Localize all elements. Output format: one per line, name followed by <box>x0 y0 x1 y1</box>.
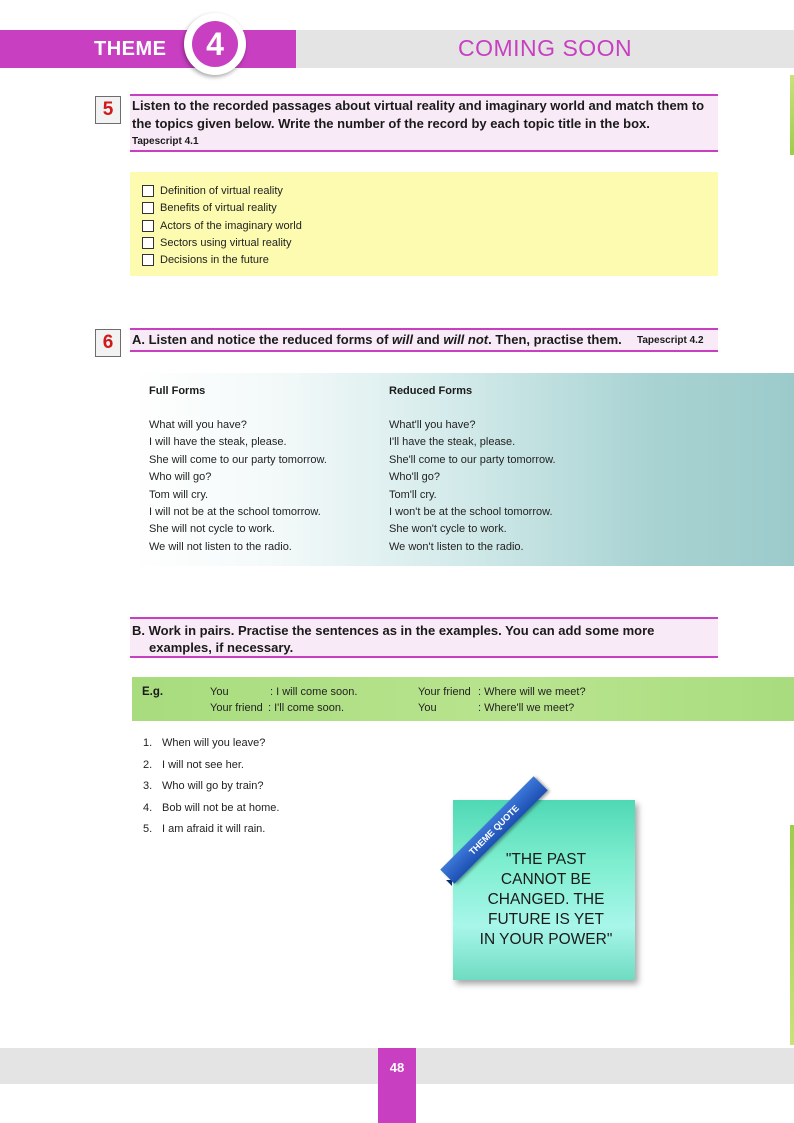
edge-decoration <box>790 75 794 155</box>
topic-label: Benefits of virtual reality <box>160 202 277 214</box>
topic-item <box>142 254 269 266</box>
page-number: 48 <box>389 1060 405 1075</box>
topic-item <box>142 202 277 214</box>
example-line: : I will come soon. <box>270 686 358 698</box>
tapescript-label: Tapescript 4.1 <box>132 136 199 147</box>
full-form: We will not listen to the radio. <box>149 540 292 553</box>
full-forms-list <box>149 417 327 556</box>
exercise-number: 6 <box>95 329 121 357</box>
example-line: : I'll come soon. <box>268 702 345 714</box>
checkbox[interactable] <box>142 202 154 214</box>
list-item: 1. When will you leave? <box>143 737 266 749</box>
theme-quote-ribbon: THEME QUOTE <box>440 776 547 883</box>
quote-text: "THE PAST CANNOT BE CHANGED. THE FUTURE IS YET IN YOUR POWER" <box>479 851 613 948</box>
exercise-instruction: B. Work in pairs. Practise the sentences as in the examples. You can add some more examples, if necessary. <box>132 623 655 655</box>
reduced-form: I won't be at the school tomorrow. <box>389 506 553 519</box>
theme-label: THEME <box>94 38 167 60</box>
topic-item <box>142 220 302 232</box>
full-form: I will not be at the school tomorrow. <box>149 506 321 519</box>
checkbox[interactable] <box>142 237 154 249</box>
full-form: What will you have? <box>149 419 247 431</box>
reduced-forms-list <box>389 417 556 556</box>
full-form: Tom will cry. <box>149 488 209 501</box>
topic-item <box>142 185 283 197</box>
reduced-form: She'll come to our party tomorrow. <box>389 453 556 466</box>
reduced-form: I'll have the steak, please. <box>389 436 516 449</box>
list-item: 2. I will not see her. <box>143 758 244 771</box>
example-box <box>132 677 794 721</box>
topic-item <box>142 237 291 249</box>
reduced-form: Who'll go? <box>389 471 441 484</box>
full-form: Who will go? <box>149 471 212 484</box>
full-form: She will come to our party tomorrow. <box>149 453 327 466</box>
reduced-form: Tom'll cry. <box>389 488 437 501</box>
topic-label: Definition of virtual reality <box>160 185 283 197</box>
page-title: COMING SOON <box>458 35 633 61</box>
example-line: : Where will we meet? <box>478 686 586 698</box>
topic-label: Sectors using virtual reality <box>160 237 292 249</box>
list-item: 4. Bob will not be at home. <box>143 801 280 814</box>
tapescript-label: Tapescript 4.2 <box>637 335 704 346</box>
checkbox[interactable] <box>142 220 154 232</box>
topic-label: Decisions in the future <box>160 254 269 266</box>
example-speaker: You <box>210 686 229 698</box>
example-line: : Where'll we meet? <box>478 702 575 714</box>
reduced-form: We won't listen to the radio. <box>389 540 524 553</box>
list-item: 3. Who will go by train? <box>143 780 264 792</box>
full-forms-header: Full Forms <box>149 385 206 397</box>
example-label: E.g. <box>142 686 164 698</box>
example-speaker: Your friend <box>210 702 263 714</box>
exercise-instruction: Listen to the recorded passages about virtual reality and imaginary world and match them to the topics given below. Write the number of the record by each topic title in the box. <box>132 98 705 131</box>
reduced-form: What'll you have? <box>389 419 476 431</box>
practice-list <box>143 737 279 845</box>
reduced-forms-header: Reduced Forms <box>389 385 473 397</box>
example-speaker: You <box>418 702 437 714</box>
topic-label: Actors of the imaginary world <box>160 220 302 232</box>
example-speaker: Your friend <box>418 686 471 698</box>
full-form: She will not cycle to work. <box>149 523 275 536</box>
exercise-number: 5 <box>95 96 121 124</box>
theme-number: 4 <box>192 21 238 67</box>
checkbox[interactable] <box>142 254 154 266</box>
reduced-form: She won't cycle to work. <box>389 523 507 536</box>
edge-decoration <box>790 825 794 1045</box>
exercise-instruction: A. Listen and notice the reduced forms of will and will not. Then, practise them. <box>132 332 622 347</box>
full-form: I will have the steak, please. <box>149 436 287 449</box>
checkbox[interactable] <box>142 185 154 197</box>
list-item: 5. I am afraid it will rain. <box>143 823 266 835</box>
